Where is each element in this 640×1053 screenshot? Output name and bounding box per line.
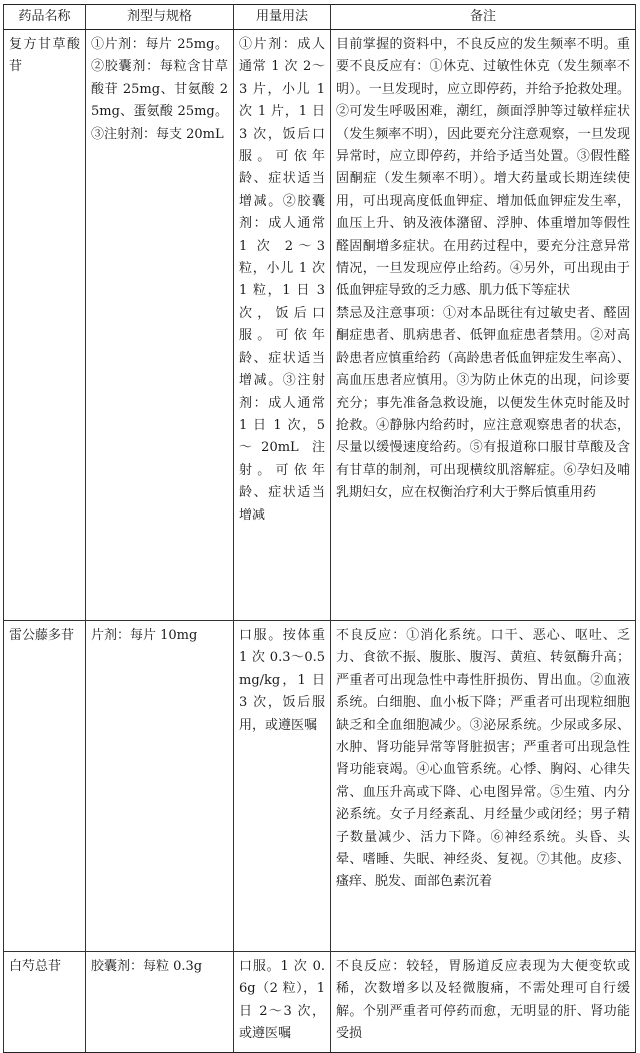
- remarks-cell: [331, 952, 636, 1053]
- drug-table: [3, 4, 636, 1053]
- drug-name-cell: 复方甘草酸苷: [4, 30, 86, 621]
- remarks-cell: [331, 621, 636, 952]
- remarks-adverse-reactions: 目前掌握的资料中，不良反应的发生频率不明。重要不良反应有：①休克、过敏性休克（发生频率不明）。一旦发现时，应立即停药，并给予抢救处理。②可发生呼吸困难，潮红，颜面浮肿等过敏样症状（发生频率不明），因此要充分注意观察，一旦发现异常时，应立即停药，并给予适当处置。③假性醛固酮症（发生频率不明）。增大药量或长期连续使用，可出现高度低血钾症、增加低血钾症发生率，血压上升、钠及液体潴留、浮肿、体重增加等假性醛固酮增多症状。在用药过程中，要充分注意异常情况，一旦发现应停止给药。④另外，可出现由于低血钾症导致的乏力感、肌力低下等症状: [336, 37, 630, 299]
- form-spec-cell: 胶囊剂：每粒 0.3g: [86, 952, 234, 1053]
- dosage-cell: ①片剂：成人通常 1 次 2～3 片，小儿 1 次 1 片，1 日 3 次，饭后口服。可依年龄、症状适当增减。②胶囊剂：成人通常 1 次 2～3 粒，小儿 1 次 1 粒，1 日 3 次，饭后口服。可依年龄、症状适当增减。③注射剂：成人通常 1 日 1 次，5～20mL 注射。可依年龄、症状适当增减: [234, 30, 331, 621]
- header-dosage: 用量用法: [234, 5, 331, 30]
- drug-name-cell: 白芍总苷: [4, 952, 86, 1053]
- table-row: [4, 621, 636, 952]
- remarks-adverse-reactions: 不良反应：较轻，胃肠道反应表现为大便变软或稀，次数增多以及轻微腹痛，不需处理可自行缓解。个别严重者可停药而愈，无明显的肝、肾功能受损: [336, 959, 630, 1042]
- remarks-adverse-reactions: 不良反应：①消化系统。口干、恶心、呕吐、乏力、食欲不振、腹胀、腹泻、黄疸、转氨酶升高；严重者可出现急性中毒性肝损伤、胃出血。②血液系统。白细胞、血小板下降；严重者可出现粒细胞缺乏和全血细胞减少。③泌尿系统。少尿或多尿、水肿、肾功能异常等肾脏损害；严重者可出现急性肾功能衰竭。④心血管系统。心悸、胸闷、心律失常、血压升高或下降、心电图异常。⑤生殖、内分泌系统。女子月经紊乱、月经量少或闭经；男子精子数量减少、活力下降。⑥神经系统。头昏、头晕、嗜睡、失眠、神经炎、复视。⑦其他。皮疹、瘙痒、脱发、面部色素沉着: [336, 628, 630, 890]
- table-header: [4, 5, 636, 30]
- header-drug-name: 药品名称: [4, 5, 86, 30]
- dosage-cell: 口服。按体重 1 次 0.3～0.5mg/kg，1 日 3 次，饭后服用，或遵医嘱: [234, 621, 331, 952]
- header-row: [4, 5, 636, 30]
- remarks-contraindications: 禁忌及注意事项：①对本品既往有过敏史者、醛固酮症患者、肌病患者、低钾血症患者禁用。②对高龄患者应慎重给药（高龄患者低血钾症发生率高）、高血压患者应慎用。③为防止休克的出现，问诊要充分；事先准备急救设施，以便发生休克时能及时抢救。④静脉内给药时，应注意观察患者的状态，尽量以缓慢速度给药。⑤有报道称口服甘草酸及含有甘草的制剂，可出现横纹肌溶解症。⑥孕妇及哺乳期妇女，应在权衡治疗利大于弊后慎重用药: [336, 305, 630, 501]
- remarks-cell: [331, 30, 636, 621]
- dosage-cell: 口服。1 次 0.6g（2 粒），1 日 2～3 次，或遵医嘱: [234, 952, 331, 1053]
- table-body: [4, 30, 636, 1053]
- table-row: [4, 952, 636, 1053]
- drug-name-cell: 雷公藤多苷: [4, 621, 86, 952]
- header-remarks: 备注: [331, 5, 636, 30]
- form-spec-cell: 片剂：每片 10mg: [86, 621, 234, 952]
- form-spec-cell: ①片剂：每片 25mg。②胶囊剂：每粒含甘草酸苷 25mg、甘氨酸 25mg、蛋氨酸 25mg。③注射剂：每支 20mL: [86, 30, 234, 621]
- table-row: [4, 30, 636, 621]
- header-form-spec: 剂型与规格: [86, 5, 234, 30]
